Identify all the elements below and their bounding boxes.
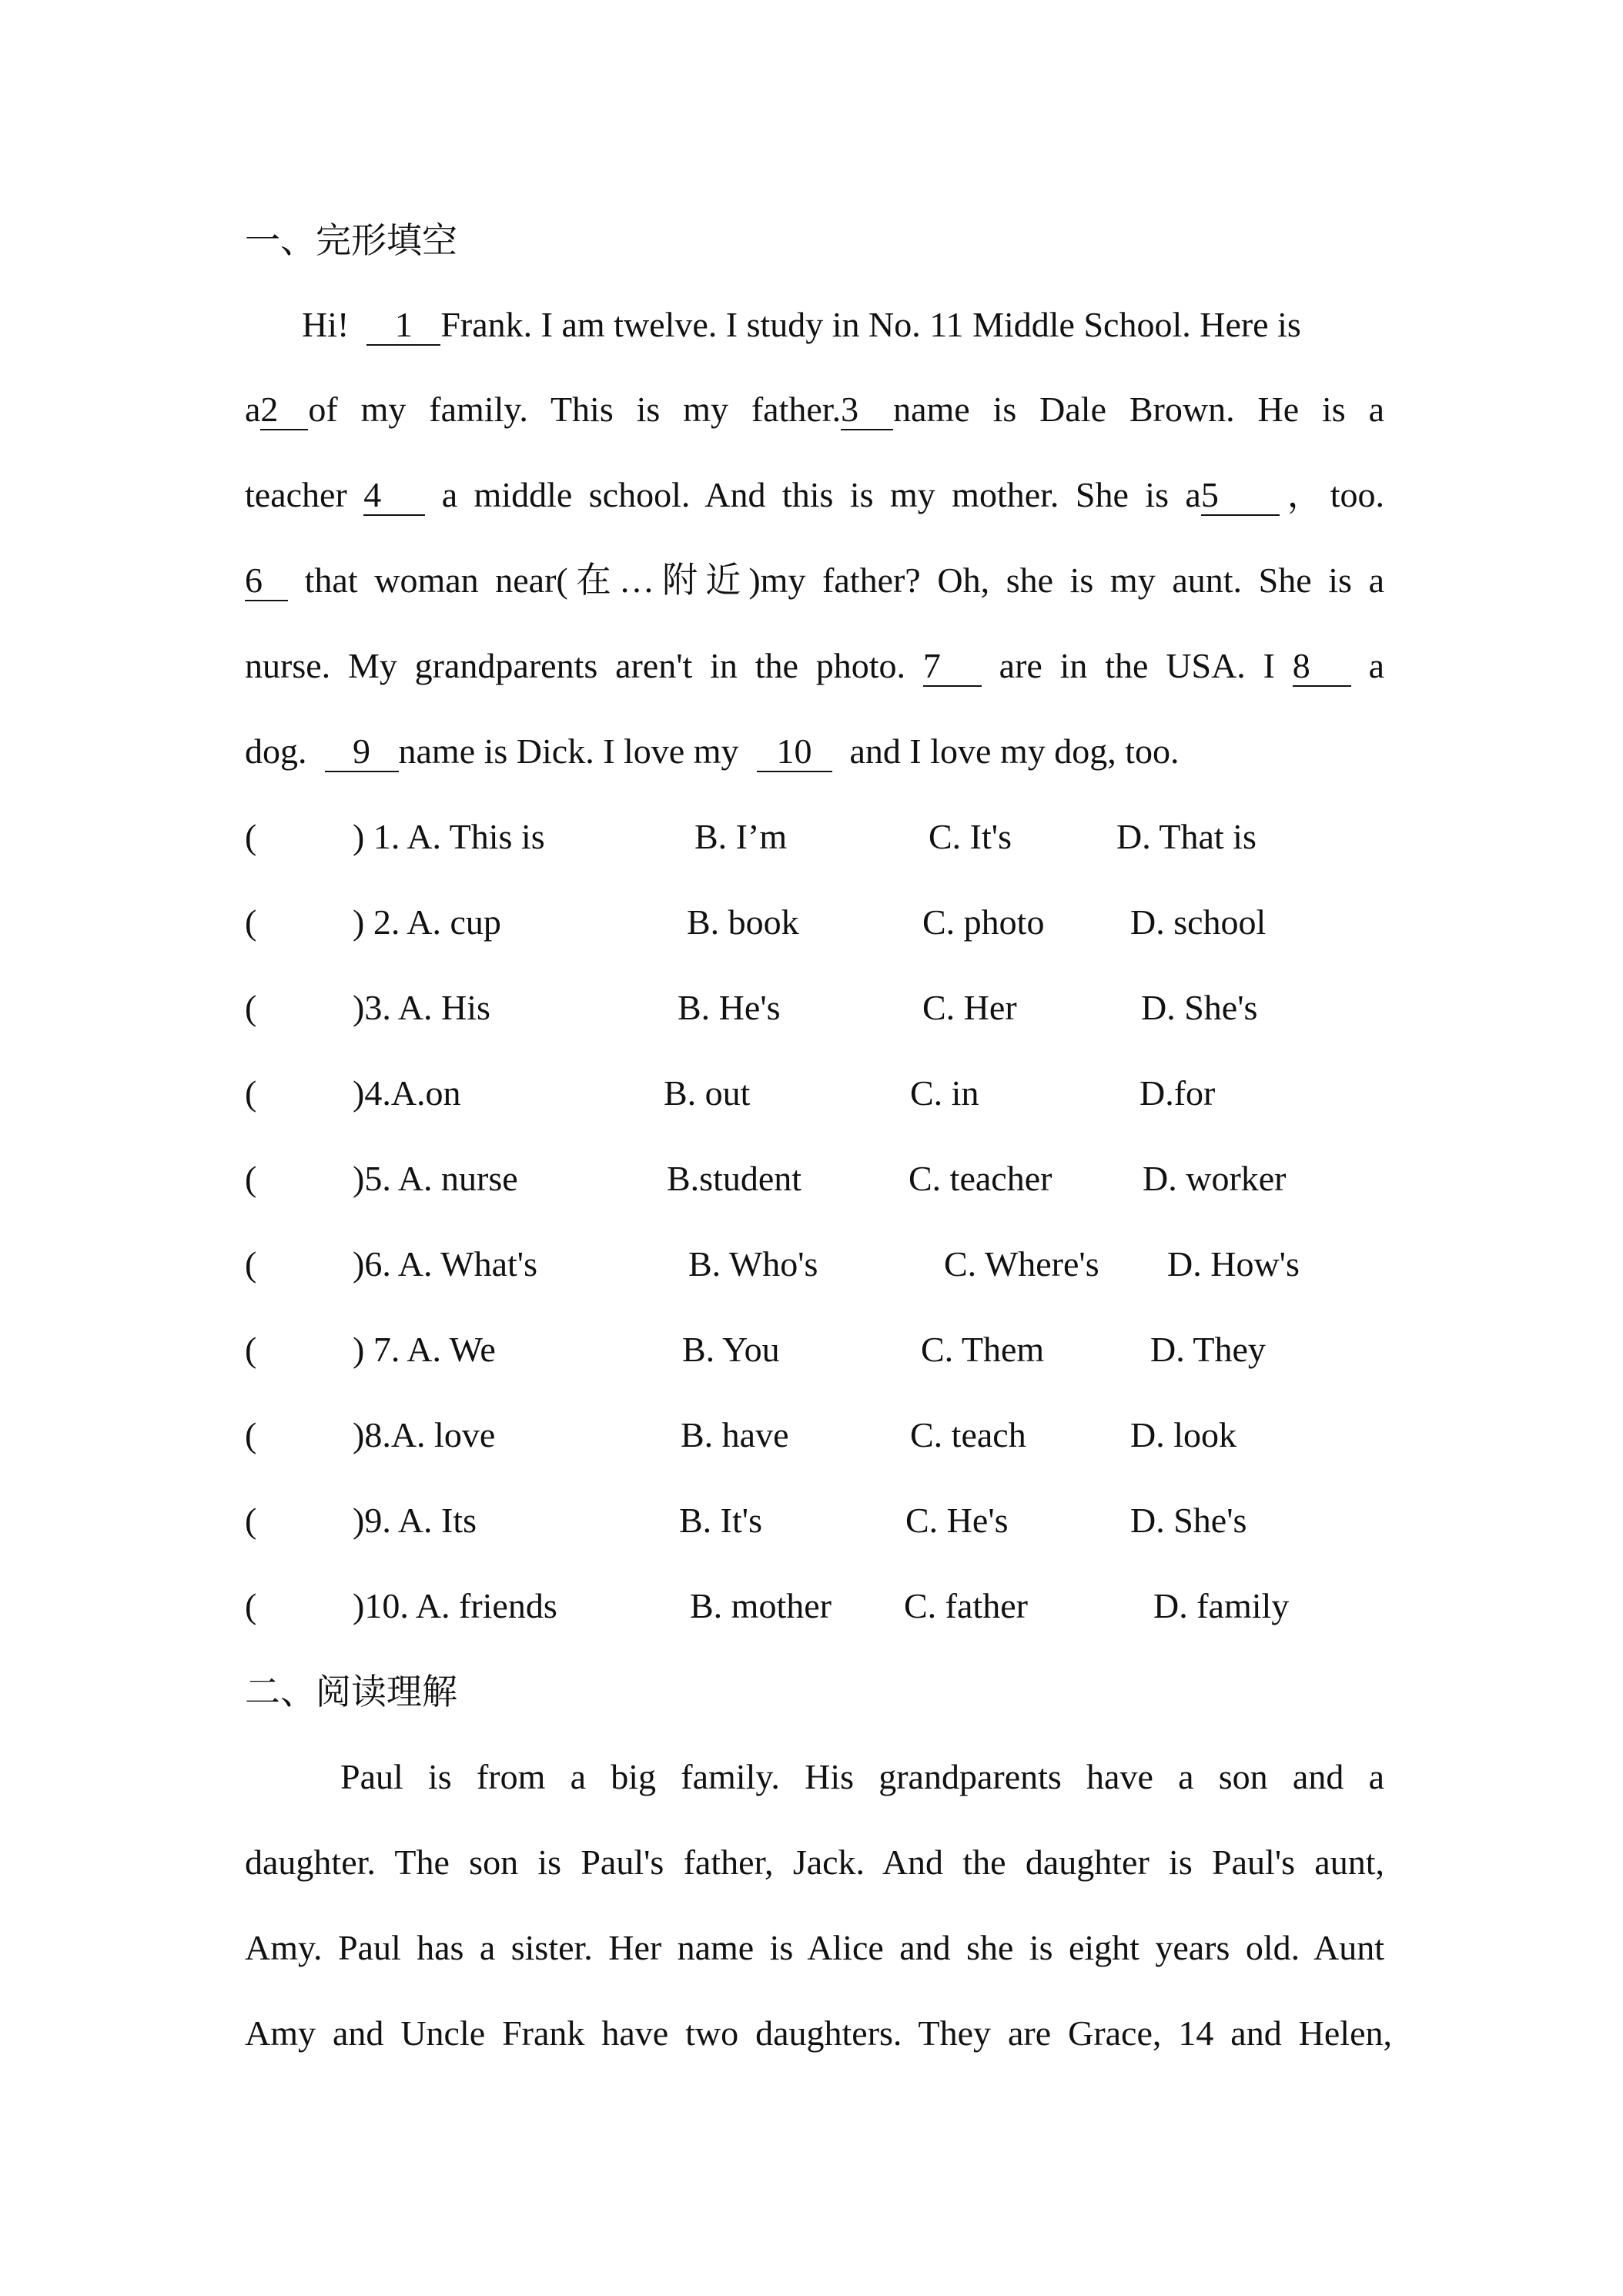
question-row xyxy=(245,1412,1384,1458)
blank-4: 4 xyxy=(363,476,425,516)
option-c: C. He's xyxy=(905,1501,1009,1540)
answer-blank[interactable]: ( xyxy=(245,1501,257,1540)
option-b: B. You xyxy=(682,1330,780,1369)
blank-3: 3 xyxy=(841,390,893,430)
option-a: )9. A. Its xyxy=(353,1501,477,1540)
option-d: D. How's xyxy=(1167,1244,1300,1284)
option-b: B. have xyxy=(681,1415,789,1454)
answer-blank[interactable]: ( xyxy=(245,1159,257,1198)
passage-line-3: teacher 4 a middle school. And this is my mother. She is a5 ，too. xyxy=(245,475,1384,514)
question-row xyxy=(245,1070,1384,1116)
option-b: B.student xyxy=(667,1159,802,1198)
passage-line-4: 6 that woman near(在…附近)my father? Oh, she is my aunt. She is a xyxy=(245,561,1384,600)
blank-6: 6 xyxy=(245,561,288,601)
passage-line-5: nurse. My grandparents aren't in the photo. 7 are in the USA. I 8 a xyxy=(245,646,1384,685)
option-d: D.for xyxy=(1139,1073,1216,1113)
option-c: C. teach xyxy=(910,1415,1026,1454)
answer-blank[interactable]: ( xyxy=(245,1244,257,1284)
passage-line-1: Hi! 1 Frank. I am twelve. I study in No. 11 Middle School. Here is xyxy=(302,305,1301,344)
option-d: D. They xyxy=(1150,1330,1266,1369)
option-c: C. Where's xyxy=(944,1244,1099,1284)
section-heading-cloze: 一、完形填空 xyxy=(245,219,457,261)
blank-2: 2 xyxy=(260,390,308,430)
blank-1: 1 xyxy=(366,306,440,346)
answer-blank[interactable]: ( xyxy=(245,988,257,1027)
question-row xyxy=(245,985,1384,1031)
option-c: C. teacher xyxy=(909,1159,1052,1198)
blank-7: 7 xyxy=(923,647,982,687)
answer-blank[interactable]: ( xyxy=(245,817,257,856)
reading-line-1: Paul is from a big family. His grandparents have a son and a xyxy=(340,1757,1384,1796)
option-d: D. She's xyxy=(1130,1501,1247,1540)
option-d: D. look xyxy=(1130,1415,1236,1454)
option-c: C. in xyxy=(910,1073,979,1113)
option-b: B. mother xyxy=(690,1586,832,1625)
option-b: B. Who's xyxy=(688,1244,818,1284)
option-b: B. book xyxy=(687,902,799,942)
option-c: C. father xyxy=(904,1586,1028,1625)
passage-line-2: a2 of my family. This is my father.3 name is Dale Brown. He is a xyxy=(245,390,1384,429)
option-a: )8.A. love xyxy=(353,1415,496,1454)
option-b: B. I’m xyxy=(694,817,788,856)
blank-8: 8 xyxy=(1293,647,1351,687)
blank-9: 9 xyxy=(325,732,399,772)
question-row xyxy=(245,1241,1384,1287)
question-row xyxy=(245,1583,1384,1629)
option-a: )4.A.on xyxy=(353,1073,461,1113)
option-d: D. family xyxy=(1153,1586,1290,1625)
option-c: C. Her xyxy=(922,988,1017,1027)
blank-5: 5 xyxy=(1201,476,1280,516)
option-c: C. It's xyxy=(929,817,1012,856)
answer-blank[interactable]: ( xyxy=(245,1415,257,1454)
question-row xyxy=(245,814,1384,860)
question-row xyxy=(245,1327,1384,1373)
question-row xyxy=(245,899,1384,946)
section-heading-reading: 二、阅读理解 xyxy=(245,1671,457,1712)
answer-blank[interactable]: ( xyxy=(245,1586,257,1625)
blank-10: 10 xyxy=(757,732,832,772)
option-c: C. photo xyxy=(922,902,1045,942)
reading-line-2: daughter. The son is Paul's father, Jack. And the daughter is Paul's aunt, xyxy=(245,1842,1384,1882)
option-d: D. school xyxy=(1130,902,1267,942)
option-a: ) 2. A. cup xyxy=(353,902,501,942)
option-d: D. That is xyxy=(1116,817,1257,856)
answer-blank[interactable]: ( xyxy=(245,902,257,942)
option-a: )5. A. nurse xyxy=(353,1159,518,1198)
option-d: D. She's xyxy=(1141,988,1258,1027)
option-a: )6. A. What's xyxy=(353,1244,537,1284)
option-b: B. out xyxy=(664,1073,751,1113)
option-c: C. Them xyxy=(921,1330,1045,1369)
option-b: B. He's xyxy=(678,988,781,1027)
option-a: )10. A. friends xyxy=(353,1586,557,1625)
answer-blank[interactable]: ( xyxy=(245,1330,257,1369)
passage-line-6: dog. 9 name is Dick. I love my 10 and I love my dog, too. xyxy=(245,731,1180,771)
question-row xyxy=(245,1156,1384,1202)
reading-line-3: Amy. Paul has a sister. Her name is Alice and she is eight years old. Aunt xyxy=(245,1928,1384,1967)
option-d: D. worker xyxy=(1143,1159,1287,1198)
option-b: B. It's xyxy=(679,1501,762,1540)
option-a: ) 7. A. We xyxy=(353,1330,496,1369)
answer-blank[interactable]: ( xyxy=(245,1073,257,1113)
question-row xyxy=(245,1498,1384,1544)
option-a: ) 1. A. This is xyxy=(353,817,545,856)
reading-line-4: Amy and Uncle Frank have two daughters. They are Grace, 14 and Helen, xyxy=(245,2013,1392,2053)
option-a: )3. A. His xyxy=(353,988,490,1027)
